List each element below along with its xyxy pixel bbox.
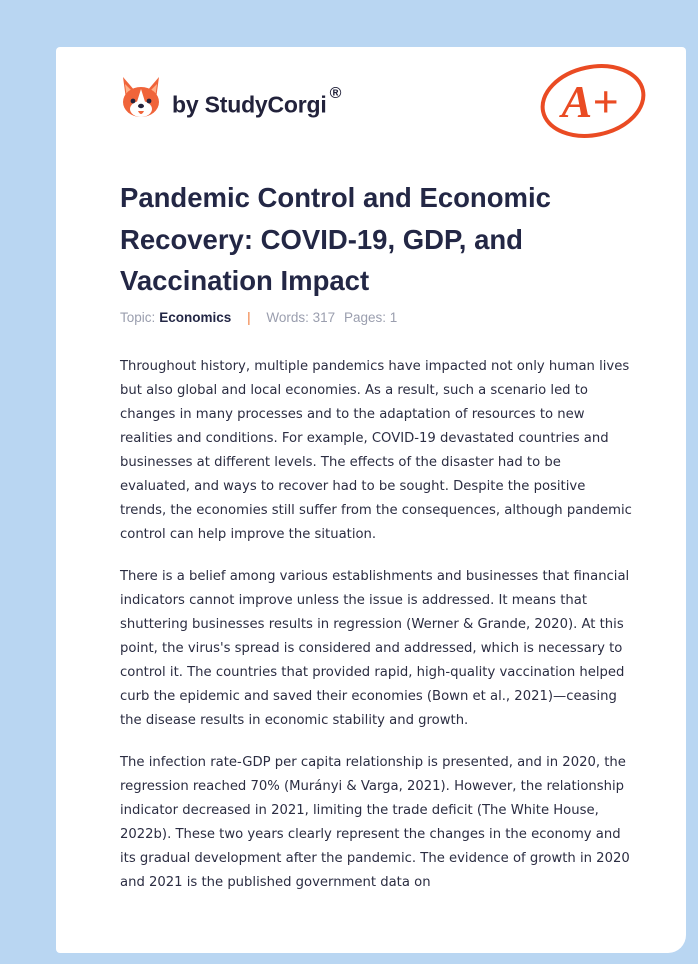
words-count: 317 bbox=[312, 310, 336, 325]
corgi-logo-icon bbox=[120, 75, 162, 121]
words-label: Words: bbox=[266, 310, 309, 325]
document-meta bbox=[120, 310, 397, 325]
document-page bbox=[56, 47, 686, 953]
paragraph: The infection rate-GDP per capita relationship is presented, and in 2020, the regression reached 70% (Murányi & Varga, 2021). However, the relationship indicator decreased in 2021, limiting the trade deficit (The White House, 2022b). These two years clearly represent the changes in the economy and its gradual development after the pandemic. The evidence of growth in 2020 and 2021 is the published government data on bbox=[120, 755, 630, 890]
paragraph: There is a belief among various establishments and businesses that financial indicators cannot improve unless the issue is addressed. It means that shuttering businesses results in regression (Werner & Grande, 2020). At this point, the virus's spread is considered and addressed, which is necessary to control it. The countries that provided rapid, high-quality vaccination helped curb the epidemic and saved their economies (Bown et al., 2021)—ceasing the disease results in economic stability and growth. bbox=[120, 569, 630, 728]
topic-link[interactable]: Economics bbox=[159, 310, 232, 325]
paragraph: Throughout history, multiple pandemics have impacted not only human lives but also global and local economies. As a result, such a scenario led to changes in many processes and to the adaptation of resources to new realities and conditions. For example, COVID-19 devastated countries and businesses at different levels. The effects of the disaster had to be evaluated, and ways to recover had to be sought. Despite the positive trends, the economies still suffer from the consequences, although pandemic control can help improve the situation. bbox=[120, 359, 632, 542]
topic-label: Topic: bbox=[120, 310, 156, 325]
essay-body bbox=[120, 355, 632, 913]
grade-text: A+ bbox=[561, 76, 619, 127]
meta-separator: | bbox=[247, 310, 251, 325]
pages-label: Pages: bbox=[343, 310, 386, 325]
brand-header[interactable] bbox=[120, 75, 341, 121]
registered-mark: ® bbox=[329, 85, 342, 103]
page-title: Pandemic Control and Economic Recovery: COVID-19, GDP, and Vaccination Impact bbox=[120, 182, 551, 296]
brand-text: by StudyCorgi bbox=[172, 91, 327, 118]
pages-count: 1 bbox=[389, 310, 398, 325]
grade-a-plus-badge bbox=[536, 57, 648, 141]
brand-name bbox=[172, 85, 342, 119]
